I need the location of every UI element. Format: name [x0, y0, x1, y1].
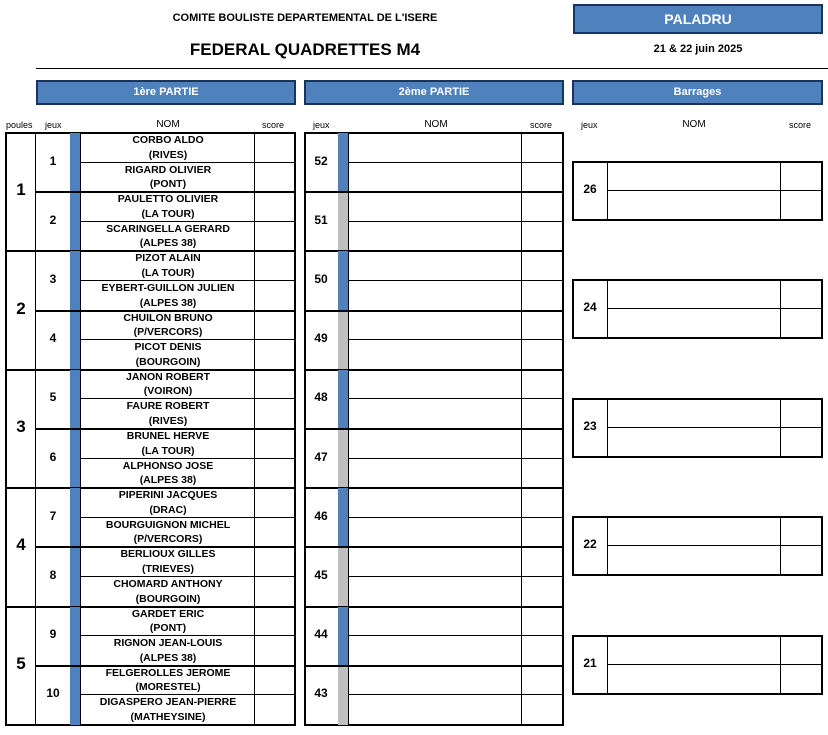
score-cell[interactable]	[523, 431, 561, 457]
team-name: EYBERT-GUILLON JULIEN	[101, 282, 235, 294]
team-divider	[607, 427, 823, 428]
name-cell[interactable]	[350, 164, 520, 190]
score-cell[interactable]	[523, 135, 561, 161]
team-club: (MORESTEL)	[135, 681, 201, 694]
team-name: CHOMARD ANTHONY	[113, 578, 223, 590]
name-cell[interactable]	[350, 372, 520, 398]
game-number: 2	[49, 212, 57, 227]
name-cell[interactable]	[350, 460, 520, 486]
score-cell[interactable]	[523, 490, 561, 516]
name-cell[interactable]	[609, 638, 779, 663]
score-cell[interactable]	[523, 668, 561, 694]
barrage-number: 23	[583, 418, 597, 433]
score-cell[interactable]	[523, 372, 561, 398]
score-cell[interactable]	[782, 310, 820, 335]
col-divider	[607, 516, 608, 576]
team-name: FELGEROLLES JEROME	[105, 666, 231, 679]
poule-number: 1	[16, 180, 26, 200]
score-cell[interactable]	[523, 313, 561, 339]
event-dates: 21 & 22 juin 2025	[653, 43, 743, 55]
winner-color-bar	[338, 133, 348, 192]
loser-color-bar	[338, 666, 348, 725]
name-cell[interactable]	[350, 400, 520, 426]
barrage-number: 21	[583, 655, 597, 670]
col-header-jeux-2: jeux	[313, 120, 330, 130]
col-header-jeux: jeux	[45, 120, 62, 130]
team-divider	[607, 664, 823, 665]
team-divider	[348, 635, 564, 636]
name-cell[interactable]	[350, 313, 520, 339]
name-cell[interactable]	[609, 429, 779, 454]
team-club: (MATHEYSINE)	[130, 710, 206, 723]
col-divider	[780, 161, 781, 221]
team-club: (P/VERCORS)	[133, 326, 203, 339]
name-cell[interactable]	[350, 549, 520, 575]
col-divider	[607, 635, 608, 695]
game-number: 7	[49, 508, 57, 523]
loser-color-bar	[338, 311, 348, 370]
name-cell[interactable]	[350, 668, 520, 694]
team-club: (RIVES)	[148, 414, 188, 427]
team-name: PAULETTO OLIVIER	[117, 193, 219, 206]
team-name: CORBO ALDO	[132, 134, 204, 146]
poule-number: 2	[16, 298, 26, 318]
team-club: (TRIEVES)	[142, 562, 194, 575]
score-cell[interactable]	[523, 578, 561, 604]
col-divider	[780, 279, 781, 339]
score-cell[interactable]	[523, 164, 561, 190]
score-cell[interactable]	[782, 429, 820, 454]
team-divider	[348, 162, 564, 163]
venue-badge: PALADRU	[573, 4, 823, 34]
score-cell[interactable]	[523, 460, 561, 486]
score-cell[interactable]	[523, 549, 561, 575]
game-number: 1	[49, 153, 57, 168]
name-cell[interactable]	[609, 310, 779, 335]
second-game-number: 44	[314, 627, 328, 642]
col-header-nom: NOM	[156, 119, 180, 130]
name-cell[interactable]	[609, 282, 779, 307]
team-name: SCARINGELLA GERARD	[106, 222, 230, 235]
score-cell[interactable]	[782, 192, 820, 217]
team-club: (DRAC)	[149, 503, 187, 516]
col-header-poules: poules	[6, 120, 33, 130]
poule-number: 5	[16, 653, 26, 673]
team-club: (BOURGOIN)	[135, 592, 201, 605]
team-club: (LA TOUR)	[141, 266, 195, 279]
team-divider	[607, 308, 823, 309]
score-cell[interactable]	[523, 223, 561, 249]
second-game-number: 51	[314, 212, 328, 227]
col-divider	[780, 516, 781, 576]
second-game-number: 45	[314, 568, 328, 582]
col-header-score-2: score	[530, 120, 553, 130]
competition-title: FEDERAL QUADRETTES M4	[189, 40, 421, 59]
name-cell[interactable]	[609, 164, 779, 189]
section-second-round: 2ème PARTIE	[304, 80, 564, 105]
barrage-number: 22	[583, 537, 597, 552]
second-game-number: 48	[314, 390, 328, 405]
second-game-number: 50	[314, 272, 328, 286]
name-cell[interactable]	[350, 282, 520, 308]
team-name: PICOT DENIS	[134, 341, 202, 354]
team-divider	[607, 545, 823, 546]
name-cell[interactable]	[350, 431, 520, 457]
name-cell[interactable]	[350, 578, 520, 604]
score-cell[interactable]	[523, 696, 561, 722]
score-cell[interactable]	[523, 400, 561, 426]
team-club: (ALPES 38)	[139, 474, 197, 487]
name-cell[interactable]	[350, 519, 520, 545]
col-divider	[780, 398, 781, 458]
name-cell[interactable]	[350, 341, 520, 367]
score-cell[interactable]	[523, 341, 561, 367]
team-club: (BOURGOIN)	[135, 355, 201, 368]
col-divider	[780, 635, 781, 695]
game-number: 8	[49, 568, 57, 582]
score-cell[interactable]	[782, 519, 820, 544]
score-cell[interactable]	[782, 638, 820, 663]
score-cell[interactable]	[523, 637, 561, 663]
team-club: (ALPES 38)	[139, 237, 197, 250]
team-club: (ALPES 38)	[139, 296, 197, 309]
game-number: 6	[49, 449, 57, 464]
name-cell[interactable]	[350, 609, 520, 635]
score-cell[interactable]	[523, 609, 561, 635]
poule-number: 3	[16, 417, 26, 436]
game-divider	[304, 191, 564, 193]
team-name: DIGASPERO JEAN-PIERRE	[99, 696, 237, 709]
organization-title: COMITE BOULISTE DEPARTEMENTAL DE L'ISERE	[172, 12, 438, 24]
team-name: BOURGUIGNON MICHEL	[105, 518, 231, 531]
second-game-number: 47	[314, 449, 328, 464]
col-divider	[607, 398, 608, 458]
team-name: PIZOT ALAIN	[135, 252, 201, 265]
section-first-round: 1ère PARTIE	[36, 80, 296, 105]
name-cell[interactable]	[350, 490, 520, 516]
loser-color-bar	[338, 429, 348, 488]
game-number: 9	[49, 627, 57, 642]
score-cell[interactable]	[782, 401, 820, 426]
team-name: GARDET ERIC	[131, 607, 205, 620]
col-header-nom-3: NOM	[682, 119, 706, 130]
name-cell[interactable]	[609, 547, 779, 572]
name-cell[interactable]	[609, 192, 779, 217]
team-club: (P/VERCORS)	[133, 533, 203, 546]
second-game-number: 52	[314, 153, 328, 168]
game-number: 5	[49, 390, 57, 405]
name-cell[interactable]	[350, 253, 520, 279]
poule-number: 4	[16, 535, 26, 555]
game-divider	[304, 546, 564, 548]
team-name: BRUNEL HERVE	[126, 430, 210, 442]
team-name: FAURE ROBERT	[126, 400, 210, 413]
name-cell[interactable]	[609, 401, 779, 426]
col-header-score-3: score	[789, 120, 812, 130]
barrage-number: 24	[583, 300, 597, 315]
name-cell[interactable]	[609, 666, 779, 691]
game-number: 10	[46, 686, 60, 701]
score-cell[interactable]	[523, 253, 561, 279]
section-barrages: Barrages	[572, 80, 823, 105]
team-club: (LA TOUR)	[141, 207, 195, 220]
team-name: JANON ROBERT	[125, 370, 210, 383]
name-cell[interactable]	[350, 696, 520, 722]
loser-color-bar	[338, 547, 348, 606]
name-cell[interactable]	[350, 223, 520, 249]
score-cell[interactable]	[782, 666, 820, 691]
score-cell[interactable]	[523, 194, 561, 220]
team-divider	[348, 694, 564, 695]
winner-color-bar	[338, 607, 348, 666]
team-name: RIGARD OLIVIER	[124, 163, 212, 176]
team-divider	[348, 517, 564, 518]
game-divider	[304, 665, 564, 667]
team-club: (VOIRON)	[143, 385, 193, 398]
game-number: 4	[49, 331, 57, 346]
col-header-jeux-3: jeux	[581, 120, 598, 130]
name-cell[interactable]	[609, 519, 779, 544]
score-cell[interactable]	[782, 164, 820, 189]
second-game-number: 49	[314, 331, 328, 346]
team-name: ALPHONSO JOSE	[122, 459, 214, 472]
barrage-number: 26	[583, 182, 597, 196]
name-cell[interactable]	[350, 637, 520, 663]
team-divider	[348, 339, 564, 340]
score-cell[interactable]	[523, 519, 561, 545]
winner-color-bar	[338, 251, 348, 310]
team-divider	[348, 221, 564, 222]
team-name: RIGNON JEAN-LOUIS	[113, 637, 223, 650]
team-divider	[348, 398, 564, 399]
second-game-number: 43	[314, 686, 328, 701]
team-name: PIPERINI JACQUES	[118, 489, 218, 502]
game-divider	[304, 310, 564, 312]
winner-color-bar	[338, 370, 348, 429]
game-number: 3	[49, 272, 57, 286]
name-cell[interactable]	[350, 194, 520, 220]
team-name: CHUILON BRUNO	[123, 311, 213, 324]
col-divider	[607, 279, 608, 339]
score-cell[interactable]	[782, 547, 820, 572]
team-divider	[348, 458, 564, 459]
team-divider	[348, 280, 564, 281]
second-game-number: 46	[314, 508, 328, 523]
game-divider	[304, 428, 564, 430]
team-club: (PONT)	[149, 622, 187, 635]
col-divider	[607, 161, 608, 221]
col-header-score: score	[262, 120, 285, 130]
team-divider	[607, 190, 823, 191]
team-name: BERLIOUX GILLES	[120, 548, 216, 561]
team-club: (ALPES 38)	[139, 651, 197, 664]
score-cell[interactable]	[782, 282, 820, 307]
header-divider	[36, 68, 828, 69]
team-club: (LA TOUR)	[141, 444, 195, 457]
team-club: (PONT)	[149, 178, 187, 191]
team-club: (RIVES)	[148, 148, 188, 161]
team-divider	[348, 576, 564, 577]
loser-color-bar	[338, 192, 348, 251]
col-header-nom-2: NOM	[424, 119, 448, 130]
winner-color-bar	[338, 488, 348, 547]
name-cell[interactable]	[350, 135, 520, 161]
score-cell[interactable]	[523, 282, 561, 308]
